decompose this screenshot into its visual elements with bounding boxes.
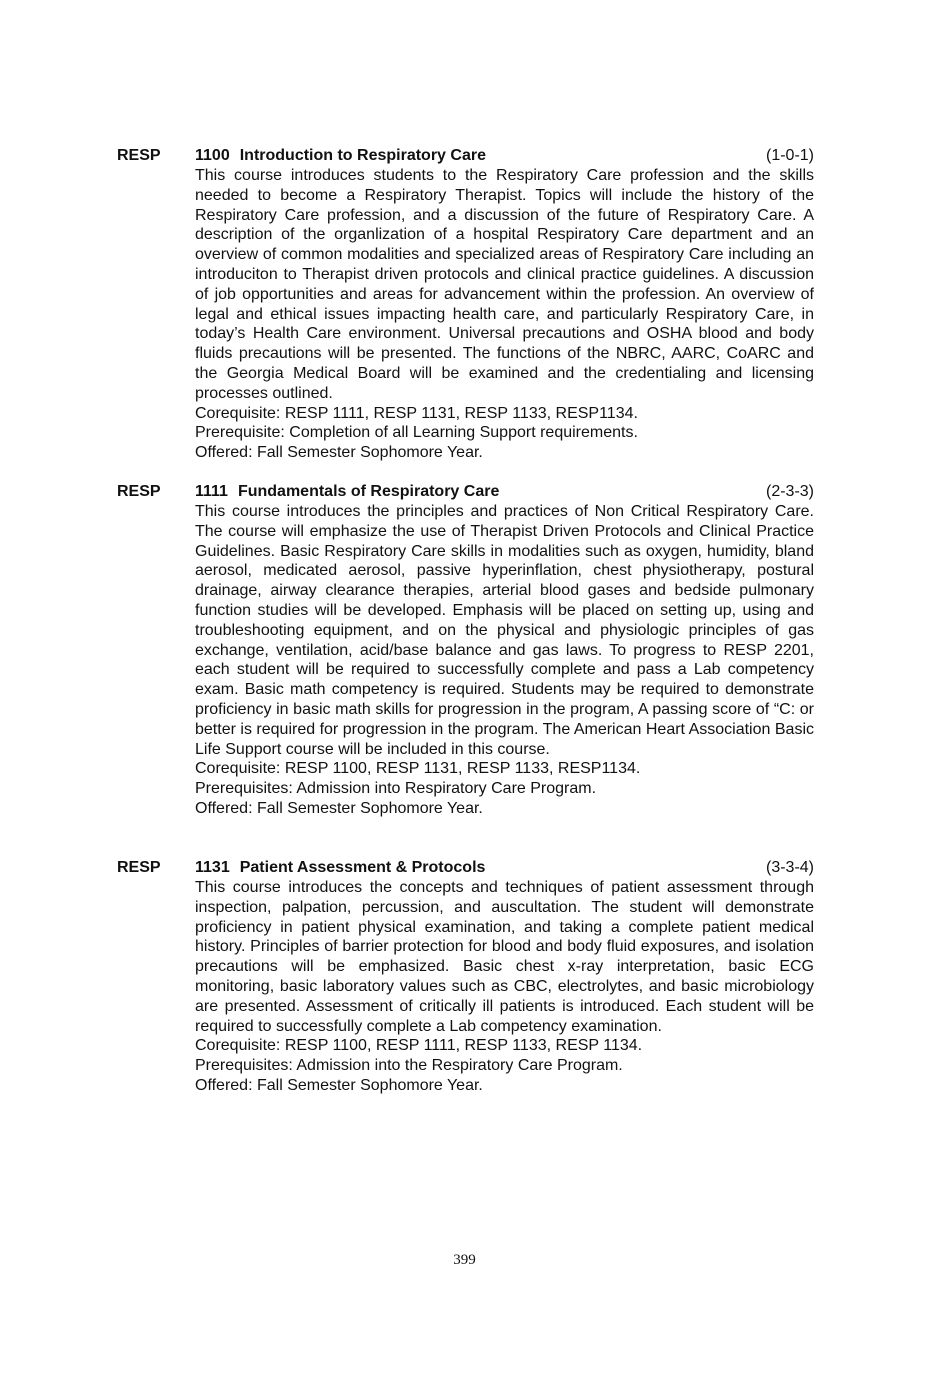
course-corequisite: Corequisite: RESP 1111, RESP 1131, RESP 1133, RESP1134. bbox=[195, 404, 638, 422]
course-dept: RESP bbox=[117, 483, 161, 500]
course-title: Patient Assessment & Protocols bbox=[239, 859, 486, 876]
course-number: 1111 bbox=[195, 483, 228, 500]
course-prerequisite: Prerequisites: Admission into the Respiratory Care Program. bbox=[195, 1057, 623, 1075]
course-dept: RESP bbox=[117, 859, 161, 876]
course-offered: Offered: Fall Semester Sophomore Year. bbox=[195, 1076, 483, 1094]
course-entry bbox=[117, 482, 814, 819]
course-number: 1100 bbox=[195, 147, 230, 164]
course-number-title bbox=[195, 146, 486, 166]
course-title: Fundamentals of Respiratory Care bbox=[237, 483, 500, 500]
course-body bbox=[195, 502, 814, 819]
course-credits: (2-3-3) bbox=[765, 483, 814, 500]
course-description: This course introduces the concepts and techniques of patient assessment through inspection, palpation, percussion, and auscultation. The student will demonstrate proficiency in patient physical examination, and taking a complete patient medical history. Principles of barrier protection for blood and body fluid exposures, and isolation precautions will be emphasized. Basic chest x-ray interpretation, basic ECG monitoring, basic laboratory values such as CBC, electrolytes, and basic microbiology are presented. Assessment of critically ill patients is introduced. Each student will be required to successfully complete a Lab competency examination. bbox=[195, 879, 814, 1035]
course-number: 1131 bbox=[195, 859, 230, 876]
course-body bbox=[195, 878, 814, 1096]
course-dept: RESP bbox=[117, 147, 161, 164]
course-entry bbox=[117, 146, 814, 463]
course-offered: Offered: Fall Semester Sophomore Year. bbox=[195, 799, 483, 817]
course-heading bbox=[117, 146, 814, 166]
course-number-title bbox=[195, 482, 499, 502]
course-entry bbox=[117, 858, 814, 1096]
course-heading bbox=[117, 858, 814, 878]
course-body bbox=[195, 166, 814, 463]
course-credits: (1-0-1) bbox=[765, 147, 814, 164]
course-corequisite: Corequisite: RESP 1100, RESP 1131, RESP 1133, RESP1134. bbox=[195, 760, 641, 778]
course-heading bbox=[117, 482, 814, 502]
course-title: Introduction to Respiratory Care bbox=[239, 147, 486, 164]
course-offered: Offered: Fall Semester Sophomore Year. bbox=[195, 444, 483, 462]
course-prerequisite: Prerequisite: Completion of all Learning Support requirements. bbox=[195, 424, 638, 442]
page-number: 399 bbox=[453, 1252, 476, 1268]
course-description: This course introduces students to the Respiratory Care profession and the skills needed to become a Respiratory Therapist. Topics will include the history of the Respiratory Care profession, and a discussion of the future of Respiratory Care. A description of the organlization of a hospital Respiratory Care department and an overview of common modalities and specialized areas of Respiratory Care including an introduciton to Therapist driven protocols and clinical practice guidelines. A discussion of job opportunities and areas for advancement within the profession. An overview of legal and ethical issues impacting health care, and particularly Respiratory Care, in today’s Health Care environment. Universal precautions and OSHA blood and body fluids precautions will be presented. The functions of the NBRC, AARC, CoARC and the Georgia Medical Board will be examined and the credentialing and licensing processes outlined. bbox=[195, 167, 814, 402]
course-corequisite: Corequisite: RESP 1100, RESP 1111, RESP 1133, RESP 1134. bbox=[195, 1037, 643, 1055]
course-credits: (3-3-4) bbox=[765, 859, 814, 876]
course-description: This course introduces the principles and practices of Non Critical Respiratory Care. The course will emphasize the use of Therapist Driven Protocols and Clinical Practice Guidelines. Basic Respiratory Care skills in modalities such as oxygen, humidity, bland aerosol, medicated aerosol, passive hyperinflation, chest physiotherapy, postural drainage, airway clearance therapies, arterial blood gases and bedside pulmonary function studies will be developed. Emphasis will be placed on setting up, using and troubleshooting equipment, and on the physical and physiologic principles of gas exchange, ventilation, acid/base balance and gas laws. To progress to RESP 2201, each student will be required to successfully complete and pass a Lab competency exam. Basic math competency is required. Students may be required to demonstrate proficiency in basic math skills for progression in the program, A passing score of “C: or better is required for progression in the program. The American Heart Association Basic Life Support course will be included in this course. bbox=[195, 503, 814, 758]
course-number-title bbox=[195, 858, 485, 878]
course-prerequisite: Prerequisites: Admission into Respiratory Care Program. bbox=[195, 780, 597, 798]
